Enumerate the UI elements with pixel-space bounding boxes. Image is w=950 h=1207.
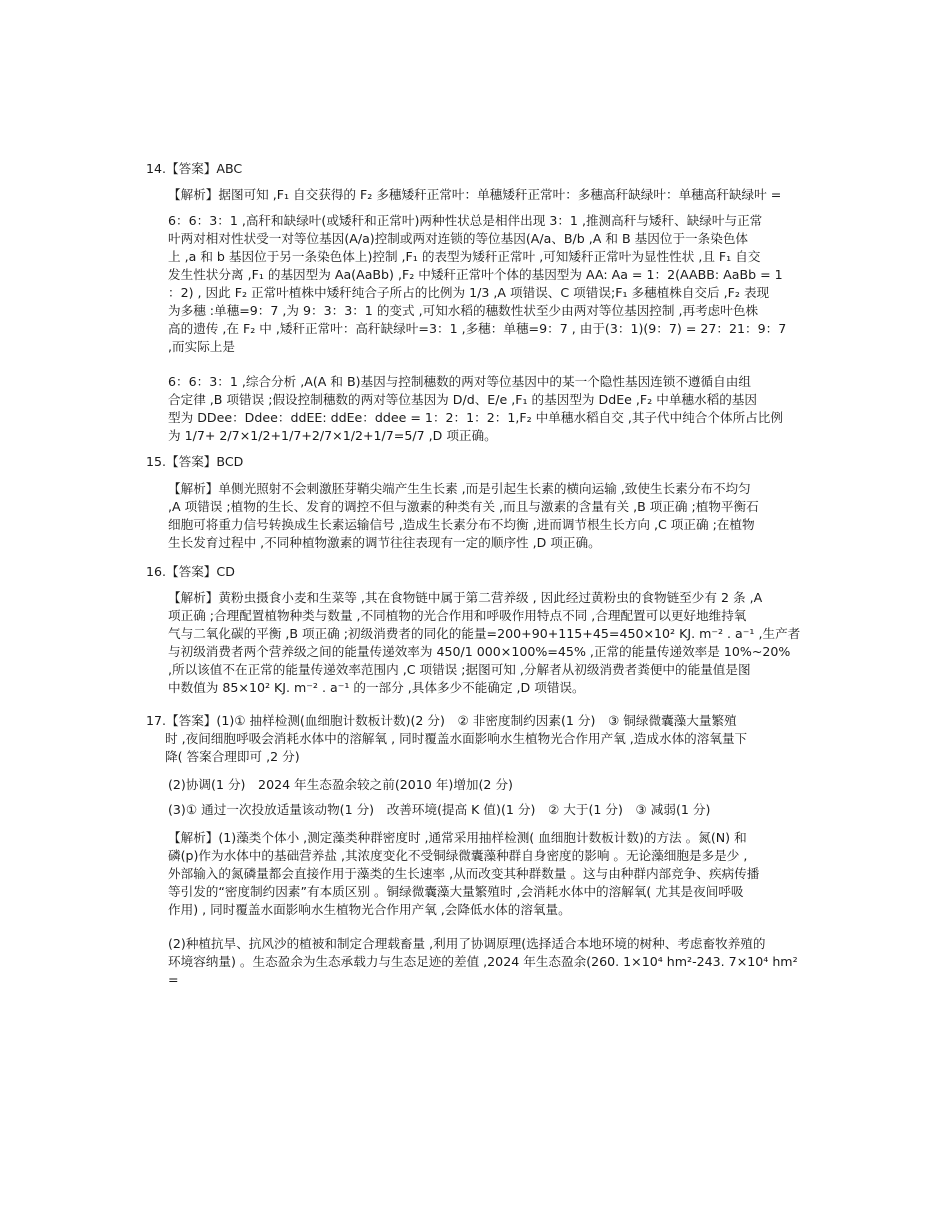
q15-analysis-line: 生长发育过程中 ,不同种植物激素的调节往往表现有一定的顺序性 ,D 项正确。 [168, 535, 601, 550]
q15-analysis-line: ,A 项错误 ;植物的生长、发育的调控不但与激素的种类有关 ,而且与激素的含量有关 ,B 项正确 ;植物平衡石 [168, 499, 759, 514]
q14-analysis-line: 叶两对相对性状受一对等位基因(A/a)控制或两对连锁的等位基因(A/a、B/b ,A 和 B 基因位于一条染色体 [168, 231, 749, 246]
q14-answer: 14.【答案】ABC [146, 161, 243, 176]
q17-analysis2-line: (2)种植抗旱、抗风沙的植被和制定合理载畜量 ,利用了协调原理(选择适合本地环境的树种、考虑畜牧养殖的 [168, 936, 766, 951]
q14-analysis-line: 为多穗 :单穗=9：7 ,为 9：3：3：1 的变式 ,可知水稻的穗数性状至少由两对等位基因控制 ,再考虑叶色株 [168, 303, 759, 318]
q16-analysis-line: 气与二氧化碳的平衡 ,B 项正确 ;初级消费者的同化的能量=200+90+115+45=450×10² KJ. m⁻² . a⁻¹ ,生产者 [168, 626, 801, 641]
q16-analysis-line: 与初级消费者两个营养级之间的能量传递效率为 450/1 000×100%=45% ,正常的能量传递效率是 10%~20% [168, 644, 791, 659]
q17-analysis-line: 作用) , 同时覆盖水面影响水生植物光合作用产氧 ,会降低水体的溶氧量。 [168, 902, 571, 917]
q15-answer: 15.【答案】BCD [146, 454, 244, 469]
q16-analysis-line: 中数值为 85×10² KJ. m⁻² . a⁻¹ 的一部分 ,具体多少不能确定 ,D 项错误。 [168, 680, 585, 695]
q14-analysis-line: 发生性状分离 ,F₁ 的基因型为 Aa(AaBb) ,F₂ 中矮秆正常叶个体的基因型为 AA: Aa = 1：2(AABB: AaBb = 1 [168, 267, 783, 282]
q17-answer-line: 降( 答案合理即可 ,2 分) [165, 749, 300, 764]
q16-analysis-line: 项正确 ;合理配置植物种类与数量 ,不同植物的光合作用和呼吸作用特点不同 ,合理配置可以更好地维持氧 [168, 608, 747, 623]
q17-answer-line: 17.【答案】(1)① 抽样检测(血细胞计数板计数)(2 分) ② 非密度制约因素(1 分) ③ 铜绿微囊藻大量繁殖 [146, 713, 737, 728]
q15-analysis-line: 细胞可将重力信号转换成生长素运输信号 ,造成生长素分布不均衡 ,进而调节根生长方向 ,C 项正确 ;在植物 [168, 517, 755, 532]
q17-analysis-line: 等引发的“密度制约因素”有本质区别 。铜绿微囊藻大量繁殖时 ,会消耗水体中的溶解氧( 尤其是夜间呼吸 [168, 884, 744, 899]
q17-answer-line: 时 ,夜间细胞呼吸会消耗水体中的溶解氧 , 同时覆盖水面影响水生植物光合作用产氧 ,造成水体的溶氧量下 [165, 731, 748, 746]
q17-answer-part2: (2)协调(1 分) 2024 年生态盈余较之前(2010 年)增加(2 分) [168, 777, 513, 792]
q14-analysis-line: 为 1/7+ 2/7×1/2+1/7+2/7×1/2+1/7=5/7 ,D 项正确。 [168, 428, 497, 443]
q14-analysis-line: 合定律 ,B 项错误 ;假设控制穗数的两对等位基因为 D/d、E/e ,F₁ 的基因型为 DdEe ,F₂ 中单穗水稻的基因 [168, 392, 757, 407]
q14-analysis-line: 【解析】据图可知 ,F₁ 自交获得的 F₂ 多穗矮秆正常叶：单穗矮秆正常叶：多穗高秆缺绿叶：单穗高秆缺绿叶 = [168, 187, 782, 202]
q16-analysis-line: 【解析】黄粉虫摄食小麦和生菜等 ,其在食物链中属于第二营养级 , 因此经过黄粉虫的食物链至少有 2 条 ,A [168, 590, 763, 605]
q17-answer-part3: (3)① 通过一次投放适量该动物(1 分) 改善环境(提高 K 值)(1 分) ② 大于(1 分) ③ 减弱(1 分) [168, 802, 711, 817]
q17-analysis-line: 外部输入的氮磷量都会直接作用于藻类的生长速率 ,从而改变其种群数量 。这与由种群内部竞争、疾病传播 [168, 866, 760, 881]
q14-analysis-line: ,而实际上是 [168, 339, 235, 354]
q17-analysis2-line: 环境容纳量) 。生态盈余为生态承载力与生态足迹的差值 ,2024 年生态盈余(260. 1×10⁴ hm²-243. 7×10⁴ hm² [168, 954, 798, 969]
q17-analysis2-line: = [168, 972, 179, 987]
q14-analysis-line: 高的遗传 ,在 F₂ 中 ,矮秆正常叶：高秆缺绿叶=3：1 ,多穗：单穗=9：7 , 由于(3：1)(9：7) = 27：21：9：7 [168, 321, 787, 336]
q17-analysis-line: 磷(p)作为水体中的基础营养盐 ,其浓度变化不受铜绿微囊藻种群自身密度的影响 。无论藻细胞是多是少 , [168, 848, 748, 863]
q17-analysis-line: 【解析】(1)藻类个体小 ,测定藻类种群密度时 ,通常采用抽样检测( 血细胞计数板计数)的方法 。氮(N) 和 [168, 830, 747, 845]
q16-answer: 16.【答案】CD [146, 564, 235, 579]
q14-analysis-line: 6：6：3：1 ,高秆和缺绿叶(或矮秆和正常叶)两种性状总是相伴出现 3：1 ,推测高秆与矮秆、缺绿叶与正常 [168, 213, 763, 228]
q14-analysis-line: 上 ,a 和 b 基因位于另一条染色体上)控制 ,F₁ 的表型为矮秆正常叶 ,可知矮秆正常叶为显性性状 ,且 F₁ 自交 [168, 249, 761, 264]
q14-analysis-line: 6：6：3：1 ,综合分析 ,A(A 和 B)基因与控制穗数的两对等位基因中的某一个隐性基因连锁不遵循自由组 [168, 374, 751, 389]
q14-analysis-line: ：2) , 因此 F₂ 正常叶植株中矮秆纯合子所占的比例为 1/3 ,A 项错误、C 项错误;F₁ 多穗植株自交后 ,F₂ 表现 [168, 285, 770, 300]
q15-analysis-line: 【解析】单侧光照射不会刺激胚芽鞘尖端产生生长素 ,而是引起生长素的横向运输 ,致使生长素分布不均匀 [168, 481, 751, 496]
q14-analysis-line: 型为 DDee：Ddee：ddEE: ddEe：ddee = 1：2：1：2：1,F₂ 中单穗水稻自交 ,其子代中纯合个体所占比例 [168, 410, 783, 425]
q16-analysis-line: ,所以该值不在正常的能量传递效率范围内 ,C 项错误 ;据图可知 ,分解者从初级消费者粪便中的能量值是图 [168, 662, 751, 677]
